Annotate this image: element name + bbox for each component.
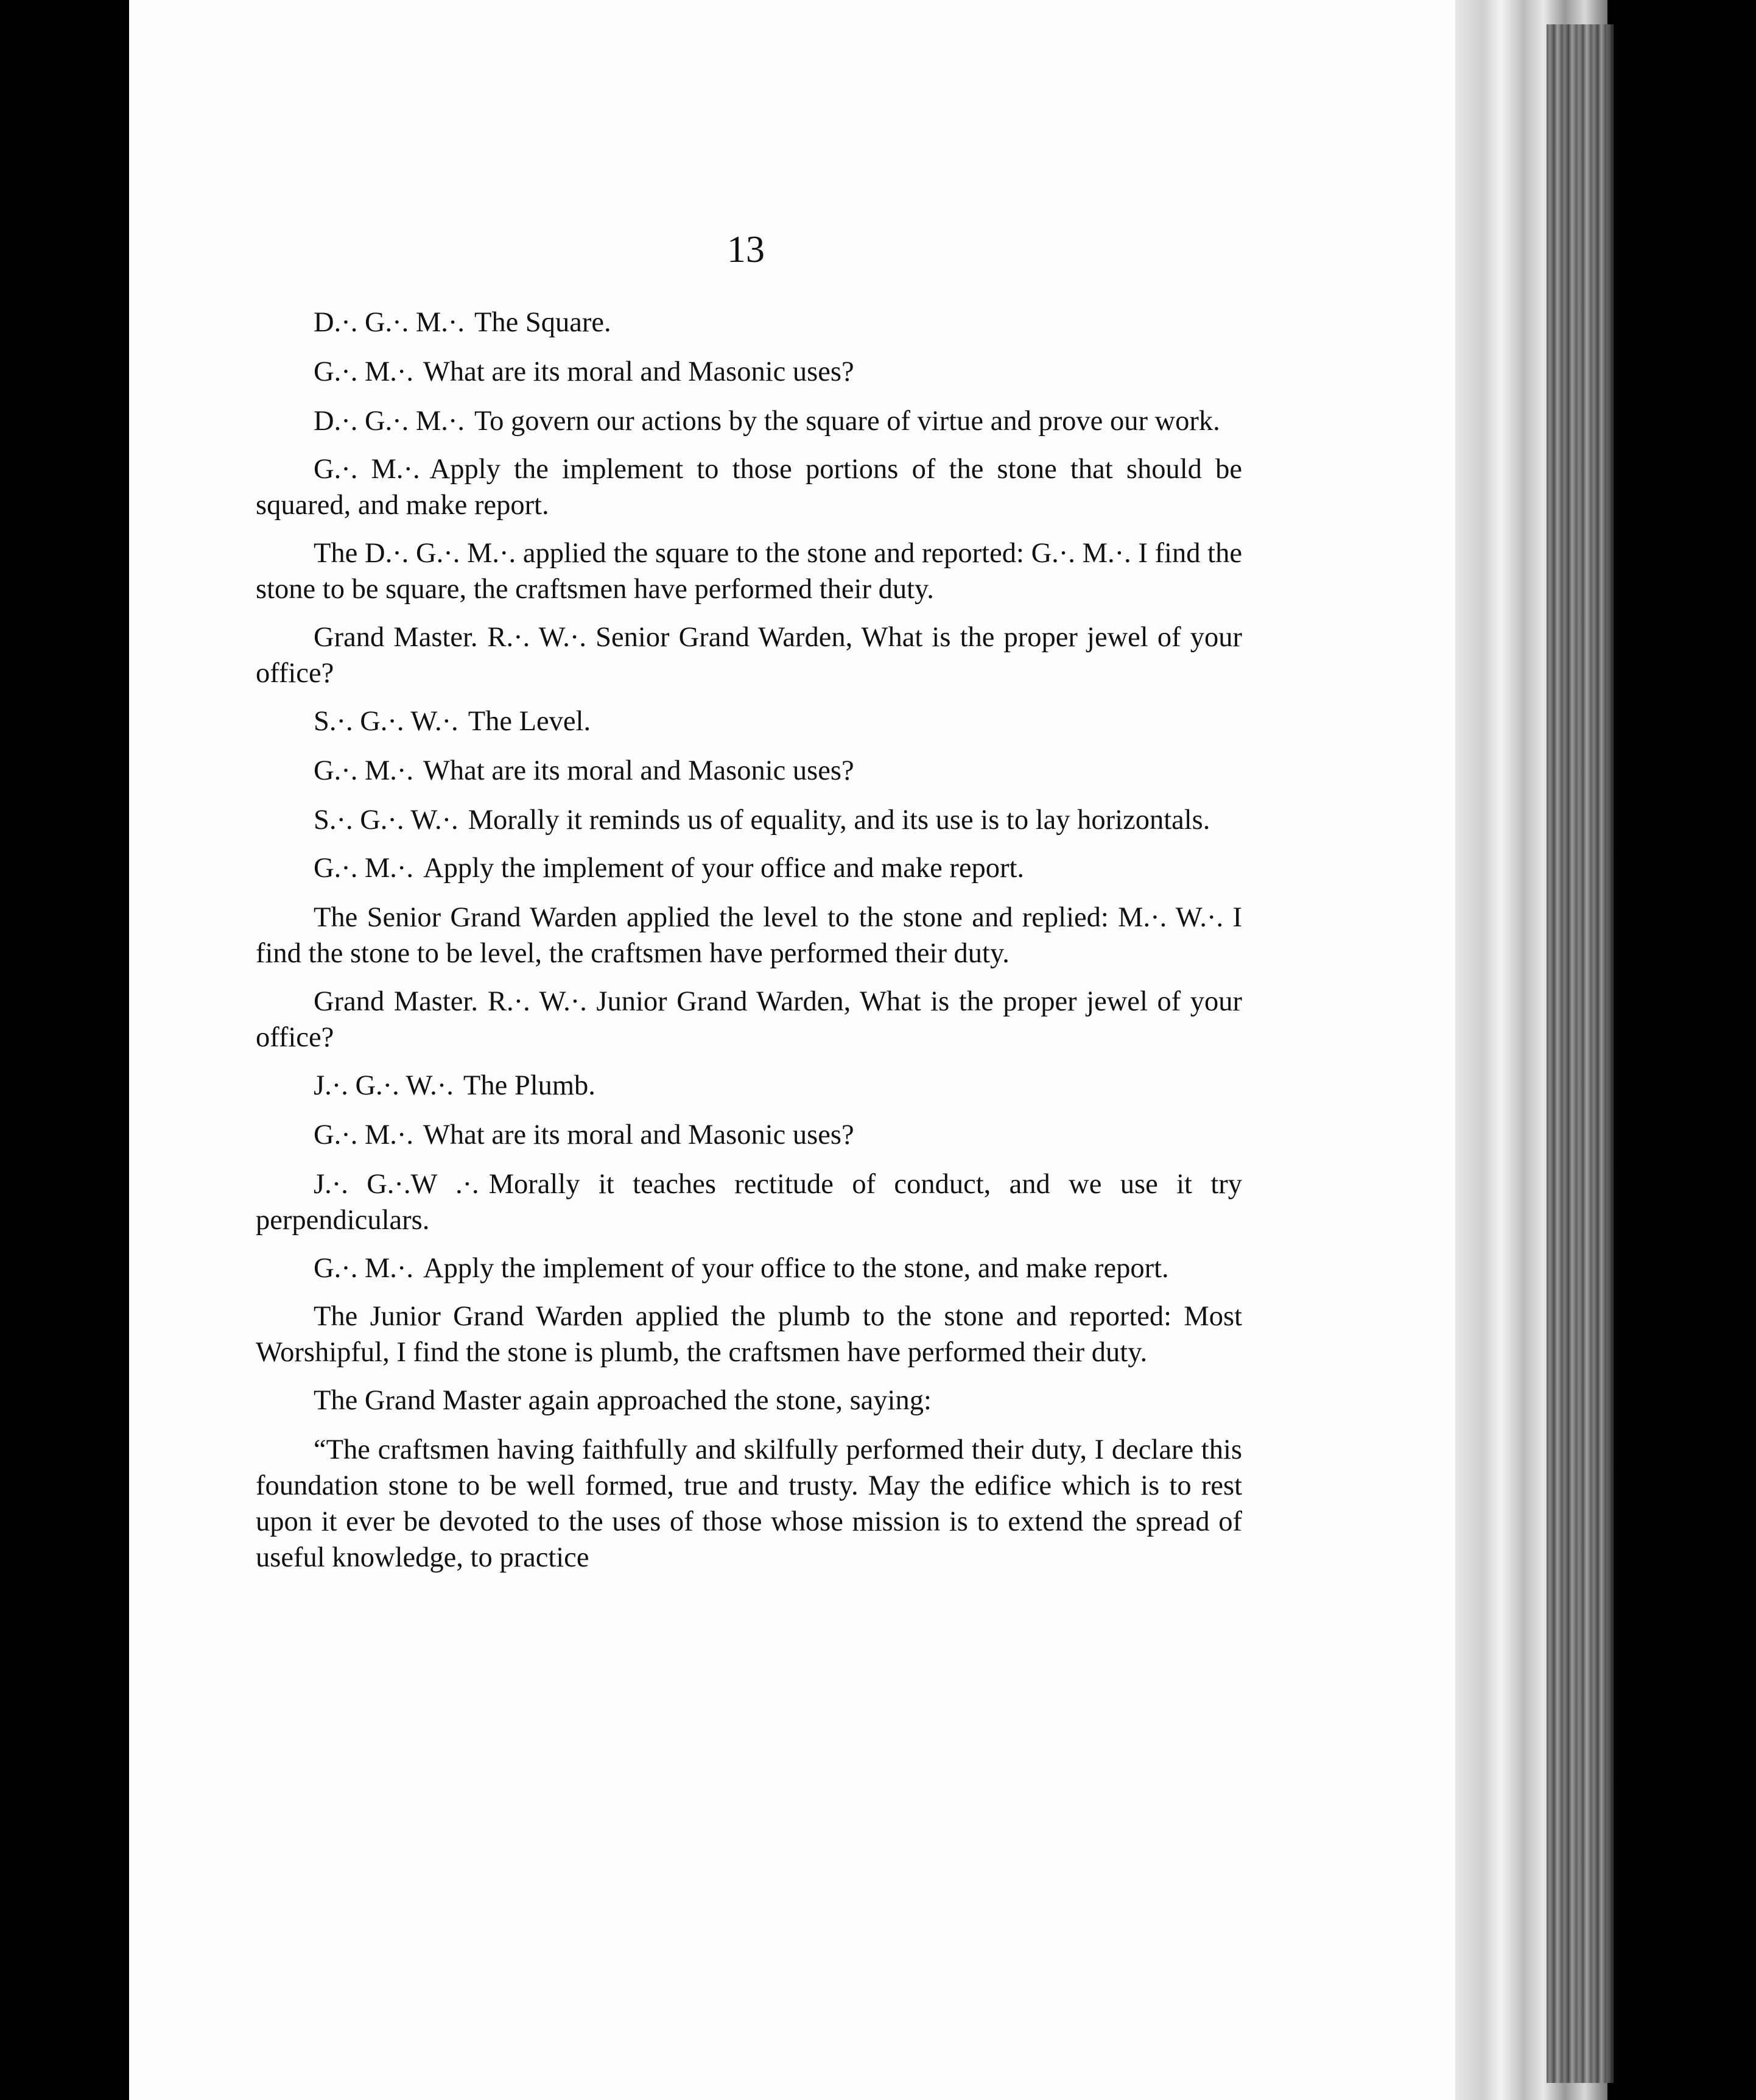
speaker-label: J.·. G.·.W .·. bbox=[314, 1169, 479, 1200]
speaker-label: G.·. M.·. bbox=[314, 356, 414, 387]
speaker-label: G.·. M.·. bbox=[314, 755, 414, 786]
paragraph-text: Morally it teaches rectitude of conduct, and we use it try perpendiculars. bbox=[256, 1169, 1242, 1236]
paragraph-text: What are its moral and Masonic uses? bbox=[423, 755, 854, 786]
paragraph bbox=[256, 535, 1242, 607]
paragraph-text: The Level. bbox=[468, 706, 591, 737]
paragraph-text: What are its moral and Masonic uses? bbox=[423, 1119, 854, 1150]
paragraph bbox=[256, 305, 1242, 340]
paragraph-text: “The craftsmen having faithfully and skilfully performed their duty, I declare this foundation stone to be well formed, true and trusty. May the edifice which is to rest upon it ever be devoted to the uses of those whose mission is to extend the spread of useful knowledge, to practice bbox=[256, 1434, 1242, 1573]
paragraph-text: The Junior Grand Warden applied the plumb to the stone and reported: Most Worshipful, I find the stone is plumb, the craftsmen have performed their duty. bbox=[256, 1301, 1242, 1368]
paragraph bbox=[256, 900, 1242, 971]
paragraph bbox=[256, 802, 1242, 838]
paragraph bbox=[256, 1250, 1242, 1286]
paragraph bbox=[256, 354, 1242, 390]
body-text bbox=[256, 305, 1242, 1588]
book-block-edge bbox=[1547, 24, 1614, 2083]
speaker-label: G.·. M.·. bbox=[314, 454, 420, 485]
paragraph-text: The D.·. G.·. M.·. applied the square to the stone and reported: G.·. M.·. I find the stone to be square, the craftsmen have performed their duty. bbox=[256, 538, 1242, 605]
paragraph-text: The Grand Master again approached the stone, saying: bbox=[314, 1385, 932, 1416]
paragraph-text: R.·. W.·. Senior Grand Warden, What is the proper jewel of your office? bbox=[256, 622, 1243, 689]
paragraph-text: The Senior Grand Warden applied the level to the stone and replied: M.·. W.·. I find the stone to be level, the craftsmen have performed their duty. bbox=[256, 902, 1242, 969]
paragraph-text: The Plumb. bbox=[463, 1070, 595, 1101]
paragraph bbox=[256, 1068, 1242, 1104]
paragraph bbox=[256, 1117, 1242, 1153]
speaker-label: G.·. M.·. bbox=[314, 853, 414, 884]
speaker-label: J.·. G.·. W.·. bbox=[314, 1070, 454, 1101]
speaker-label: S.·. G.·. W.·. bbox=[314, 805, 458, 836]
speaker-label: D.·. G.·. M.·. bbox=[314, 307, 465, 338]
paragraph-text: R.·. W.·. Junior Grand Warden, What is the proper jewel of your office? bbox=[256, 986, 1242, 1053]
paragraph bbox=[256, 619, 1242, 691]
page-number: 13 bbox=[727, 229, 765, 270]
speaker-label: D.·. G.·. M.·. bbox=[314, 406, 465, 437]
paragraph bbox=[256, 703, 1242, 739]
paragraph bbox=[256, 1383, 1242, 1418]
paragraph bbox=[256, 403, 1242, 439]
speaker-label: G.·. M.·. bbox=[314, 1253, 414, 1284]
paragraph bbox=[256, 451, 1242, 523]
paragraph-text: Morally it reminds us of equality, and its use is to lay horizontals. bbox=[468, 805, 1210, 836]
paragraph bbox=[256, 1298, 1242, 1370]
paragraph-text: Apply the implement of your office to the stone, and make report. bbox=[423, 1253, 1169, 1284]
speaker-label: G.·. M.·. bbox=[314, 1119, 414, 1150]
paragraph bbox=[256, 850, 1242, 886]
paragraph bbox=[256, 1166, 1242, 1238]
paragraph bbox=[256, 753, 1242, 789]
speaker-label: S.·. G.·. W.·. bbox=[314, 706, 458, 737]
paragraph-text: To govern our actions by the square of virtue and prove our work. bbox=[474, 406, 1220, 437]
speaker-label: Grand Master. bbox=[314, 622, 478, 653]
paragraph bbox=[256, 984, 1242, 1055]
paragraph-text: Apply the implement to those portions of the stone that should be squared, and make report. bbox=[256, 454, 1242, 521]
paragraph bbox=[256, 1432, 1242, 1576]
paragraph-text: Apply the implement of your office and make report. bbox=[423, 853, 1024, 884]
paragraph-text: The Square. bbox=[474, 307, 611, 338]
paragraph-text: What are its moral and Masonic uses? bbox=[423, 356, 854, 387]
speaker-label: Grand Master. bbox=[314, 986, 478, 1017]
